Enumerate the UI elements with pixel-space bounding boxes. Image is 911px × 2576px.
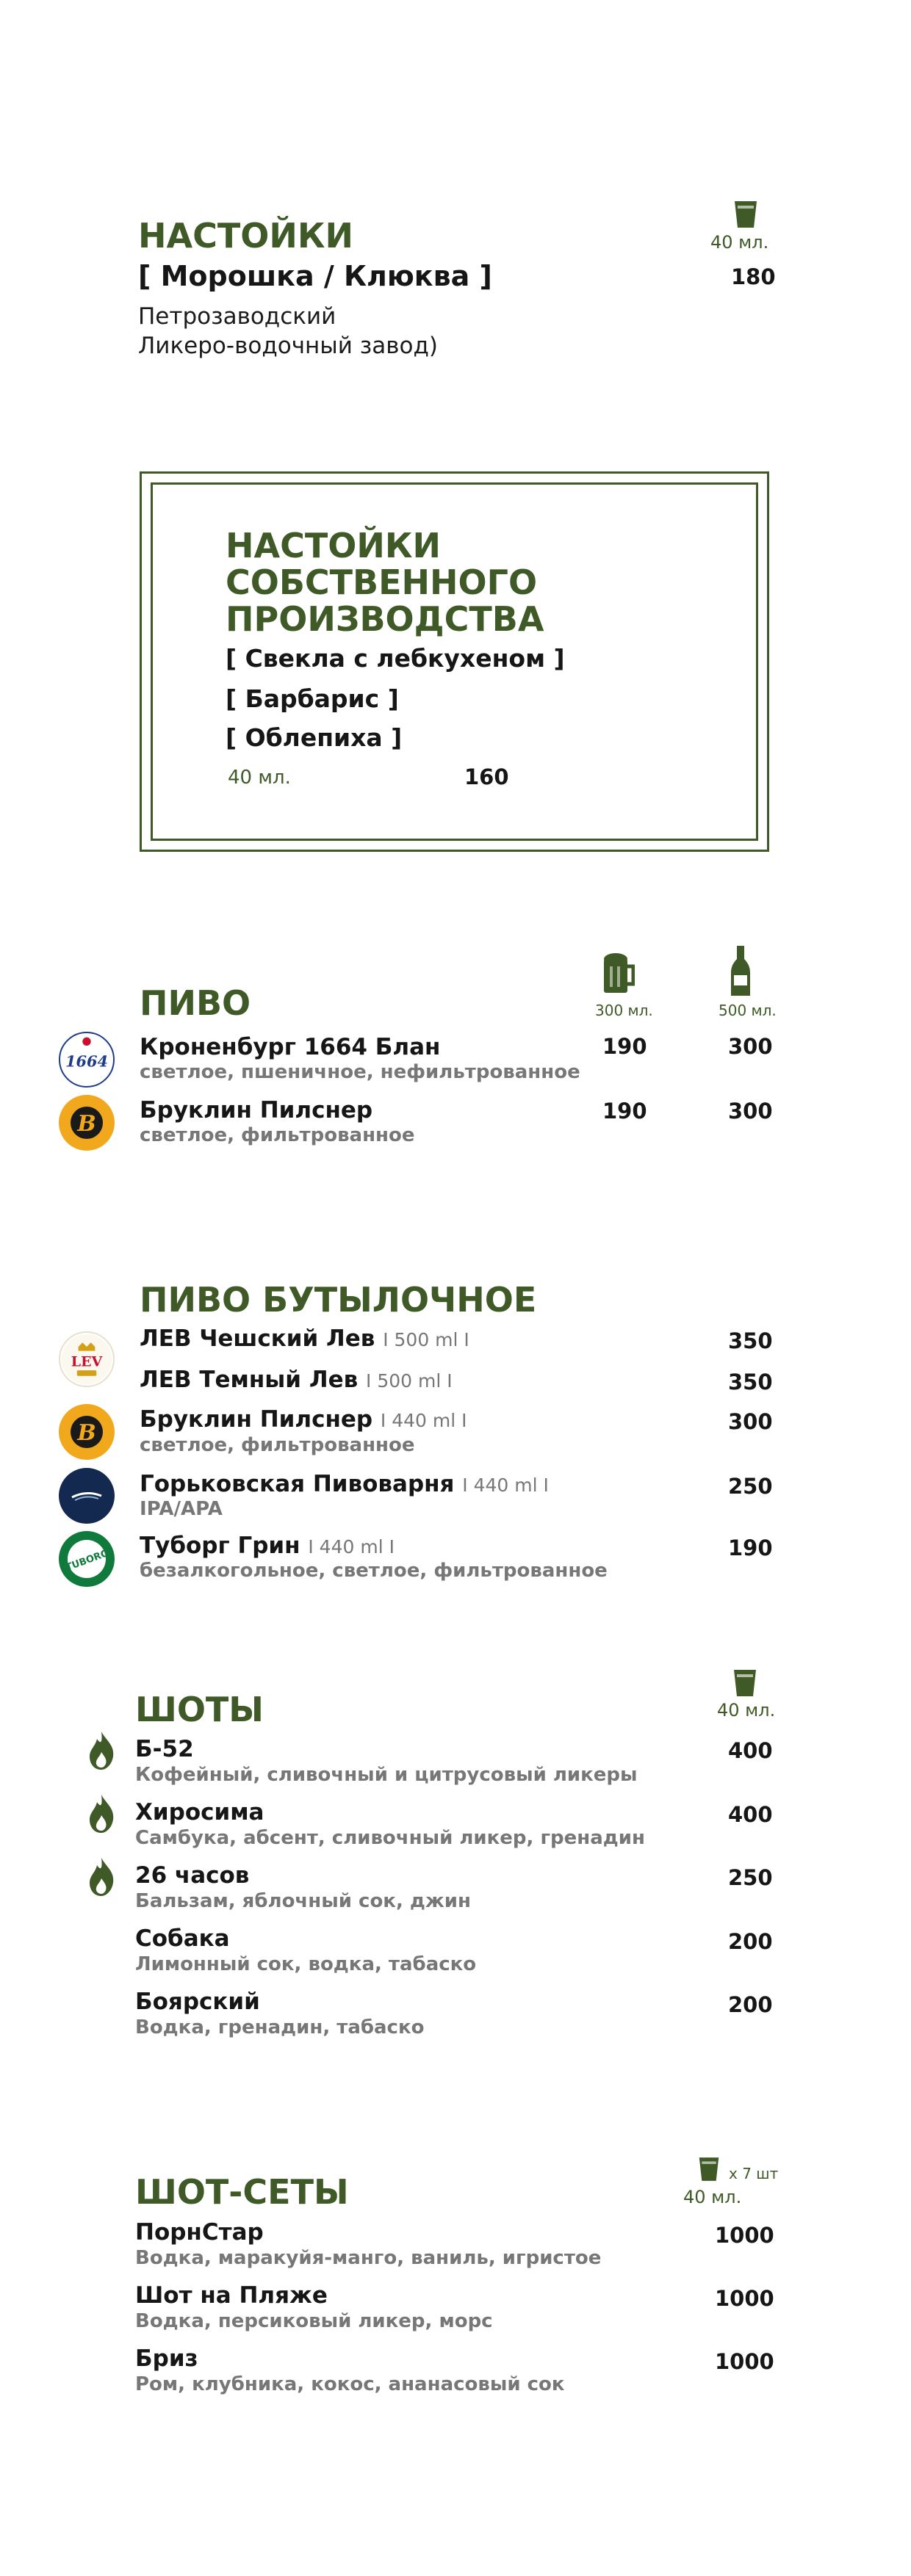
beer-desc: светлое, фильтрованное (140, 1124, 415, 1146)
bottled-volume: I 440 ml I (380, 1410, 467, 1431)
beer-mug-icon (601, 952, 635, 994)
shot-glass-icon (698, 2155, 720, 2183)
bottled-item (140, 1473, 549, 1496)
shot-price: 200 (728, 1929, 773, 1954)
bottled-name: Бруклин Пилснер (140, 1406, 373, 1433)
bottled-desc: IPA/APA (140, 1498, 223, 1520)
bottled-price: 350 (728, 1328, 773, 1353)
beer-bottle-icon (730, 946, 752, 997)
shotset-name: Бриз (135, 2345, 198, 2372)
shot-desc: Самбука, абсент, сливочный ликер, гренадин (135, 1827, 645, 1849)
shot-name: 26 часов (135, 1862, 250, 1889)
gorkovskaya-logo (59, 1468, 115, 1524)
shot-name: Боярский (135, 1989, 260, 2015)
bottled-name: ЛЕВ Темный Лев (140, 1367, 359, 1393)
shotset-price: 1000 (715, 2286, 774, 2311)
own-title-line: СОБСТВЕННОГО (226, 562, 538, 602)
volume-label-300: 300 мл. (595, 1002, 653, 1019)
brooklyn-logo (59, 1404, 115, 1460)
bottled-volume: I 440 ml I (308, 1536, 395, 1557)
tuborg-logo (59, 1531, 115, 1587)
volume-label: 40 мл. (717, 1700, 776, 1721)
beer-price-500: 300 (728, 1099, 773, 1124)
shot-desc: Лимонный сок, водка, табаско (135, 1953, 477, 1975)
own-item: [ Барбарис ] (226, 684, 399, 713)
shotset-desc: Ром, клубника, кокос, ананасовый сок (135, 2373, 565, 2395)
item-name: [ Морошка / Клюква ] (138, 260, 492, 292)
bottled-item (140, 1325, 469, 1352)
bottled-desc: светлое, фильтрованное (140, 1434, 415, 1456)
own-volume: 40 мл. (228, 767, 291, 789)
bottled-volume: I 500 ml I (383, 1329, 469, 1350)
own-item: [ Свекла с лебкухеном ] (226, 644, 565, 673)
bottled-name: Туборг Грин (140, 1533, 300, 1559)
volume-label: 40 мл. (710, 232, 769, 253)
volume-label: 40 мл. (683, 2187, 742, 2207)
own-price: 160 (464, 764, 509, 789)
flame-icon (87, 1856, 116, 1897)
shot-price: 400 (728, 1802, 773, 1827)
shot-glass-icon (733, 200, 758, 229)
shotset-price: 1000 (715, 2223, 774, 2248)
logo-text: LEV (71, 1353, 103, 1370)
shot-name: Б-52 (135, 1736, 194, 1762)
item-price: 180 (731, 264, 776, 289)
shot-name: Хиросима (135, 1799, 264, 1826)
logo-text: 1664 (65, 1052, 108, 1071)
lev-logo (59, 1331, 115, 1387)
bottled-name: Горьковская Пивоварня (140, 1471, 455, 1497)
logo-text: B (77, 1111, 96, 1137)
logo-text: B (77, 1420, 96, 1446)
shotset-name: Шот на Пляже (135, 2282, 328, 2309)
bottled-price: 300 (728, 1409, 773, 1434)
beer-name: Бруклин Пилснер (140, 1097, 373, 1124)
section-title-beer: ПИВО (140, 983, 251, 1023)
shot-price: 200 (728, 1992, 773, 2017)
beer-price-300: 190 (602, 1099, 647, 1124)
bottled-price: 190 (728, 1535, 773, 1560)
shot-name: Собака (135, 1925, 230, 1952)
own-item: [ Облепиха ] (226, 723, 403, 752)
producer-line: Петрозаводский (138, 303, 336, 330)
bottled-volume: I 500 ml I (366, 1370, 453, 1392)
beer-price-500: 300 (728, 1034, 773, 1059)
shot-glass-icon (732, 1668, 757, 1698)
beer-price-300: 190 (602, 1034, 647, 1059)
producer-line: Ликеро-водочный завод) (138, 333, 439, 359)
logo-text: TUBORG (64, 1547, 111, 1574)
kronenbourg-logo (59, 1032, 115, 1088)
bottled-item (140, 1535, 395, 1557)
section-title-nastoyki: НАСТОЙКИ (138, 216, 353, 256)
section-title-shotsets: ШОТ-СЕТЫ (135, 2172, 349, 2212)
shotset-price: 1000 (715, 2349, 774, 2374)
shotset-desc: Водка, персиковый ликер, морс (135, 2310, 493, 2332)
bottled-desc: безалкогольное, светлое, фильтрованное (140, 1560, 608, 1582)
shotset-desc: Водка, маракуйя-манго, ваниль, игристое (135, 2247, 602, 2269)
flame-icon (87, 1730, 116, 1771)
shot-desc: Водка, гренадин, табаско (135, 2016, 425, 2038)
shot-desc: Кофейный, сливочный и цитрусовый ликеры (135, 1764, 638, 1786)
shot-price: 400 (728, 1738, 773, 1763)
shot-price: 250 (728, 1865, 773, 1890)
own-title-line: НАСТОЙКИ (226, 526, 441, 565)
section-title-shots: ШОТЫ (135, 1690, 264, 1729)
own-title-line: ПРОИЗВОДСТВА (226, 599, 544, 639)
bottled-item (140, 1369, 453, 1392)
bottled-name: ЛЕВ Чешский Лев (140, 1325, 375, 1352)
bottled-price: 250 (728, 1474, 773, 1499)
beer-name: Кроненбург 1664 Блан (140, 1034, 441, 1060)
brooklyn-logo (59, 1095, 115, 1151)
shot-desc: Бальзам, яблочный сок, джин (135, 1890, 471, 1912)
section-title-bottled: ПИВО БУТЫЛОЧНОЕ (140, 1280, 537, 1320)
shotset-name: ПорнСтар (135, 2219, 264, 2246)
bottled-item (140, 1408, 467, 1431)
beer-desc: светлое, пшеничное, нефильтрованное (140, 1061, 580, 1083)
bottled-price: 350 (728, 1370, 773, 1394)
flame-icon (87, 1793, 116, 1834)
volume-label-500: 500 мл. (719, 1002, 777, 1019)
bottled-volume: I 440 ml I (462, 1475, 549, 1496)
count-label: х 7 шт (729, 2165, 779, 2182)
